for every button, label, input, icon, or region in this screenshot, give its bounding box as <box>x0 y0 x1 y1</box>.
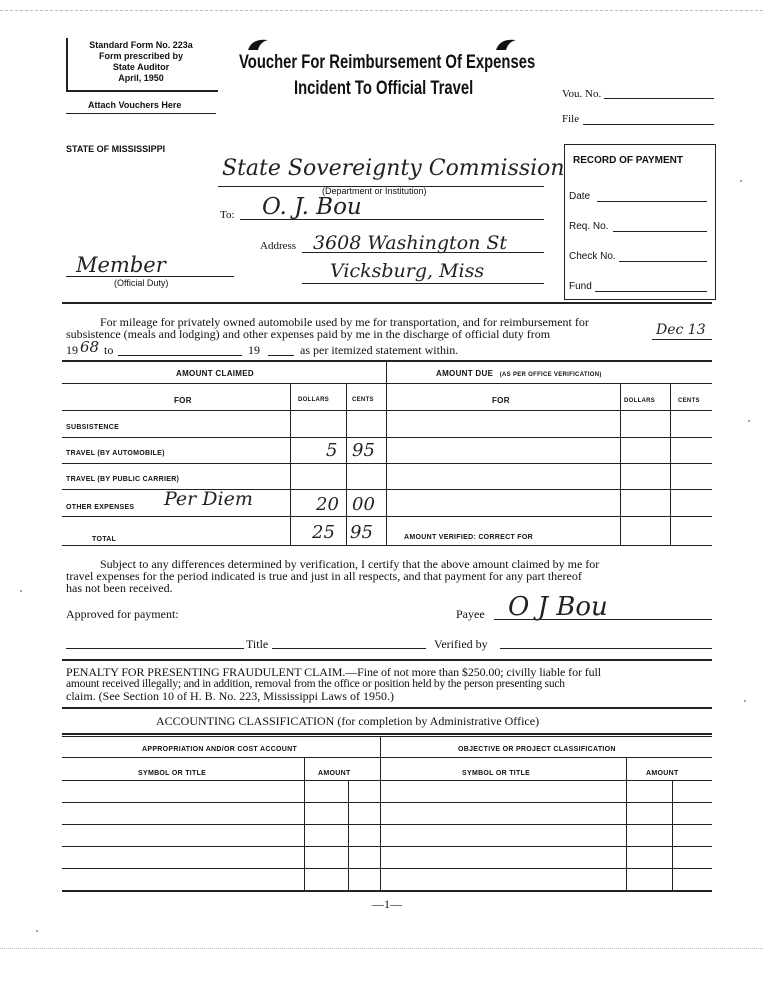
form-prescribed: Form prescribed by <box>98 51 184 61</box>
row-other-label: OTHER EXPENSES <box>66 504 135 511</box>
statement-line3: as per itemized statement within. <box>300 343 459 357</box>
to-value: O. J. Bou <box>262 194 362 220</box>
row-total-label: TOTAL <box>92 536 117 543</box>
accounting-row[interactable] <box>62 846 712 847</box>
year-prefix: 19 <box>66 343 78 357</box>
statement-line1: For mileage for privately owned automobile used by me for transportation, and for reimbursement for <box>100 315 589 329</box>
claimed-for-col: FOR <box>174 396 192 405</box>
record-of-payment-title: RECORD OF PAYMENT <box>573 155 684 166</box>
amount-claimed-header: AMOUNT CLAIMED <box>176 369 254 378</box>
record-check-field[interactable] <box>619 261 707 262</box>
address-field-1[interactable] <box>302 252 544 253</box>
penalty-line3: claim. (See Section 10 of H. B. No. 223, Mississippi Laws of 1950.) <box>66 689 394 703</box>
row-subsistence-label: SUBSISTENCE <box>66 424 120 431</box>
to-date-label: to <box>104 343 114 357</box>
other-dollars: 20 <box>316 494 339 515</box>
right-symbol-col: SYMBOL OR TITLE <box>462 770 531 777</box>
record-fund-label: Fund <box>569 281 592 292</box>
record-of-payment-box <box>564 144 716 300</box>
auto-cents: 95 <box>352 440 375 461</box>
vou-no-label: Vou. No. <box>562 88 602 100</box>
auto-dollars: 5 <box>326 440 338 461</box>
year2-field[interactable] <box>268 355 294 356</box>
claimed-dollars-col: DOLLARS <box>298 397 330 403</box>
appropriation-header: APPROPRIATION AND/OR COST ACCOUNT <box>142 746 298 753</box>
approved-label: Approved for payment: <box>66 607 179 621</box>
statement-line2: subsistence (meals and lodging) and other expenses paid by me in the discharge of official duty from <box>66 327 551 341</box>
scan-top-edge <box>0 10 763 11</box>
accounting-row[interactable] <box>62 802 712 803</box>
amount-due-title: AMOUNT DUE <box>436 369 494 378</box>
certify-line3: has not been received. <box>66 581 173 595</box>
right-amount-col: AMOUNT <box>646 770 679 777</box>
right-ornament-icon <box>494 36 520 52</box>
verified-by-field[interactable] <box>500 648 712 649</box>
address-line2: Vicksburg, Miss <box>330 260 485 282</box>
other-cents: 00 <box>352 494 375 515</box>
due-for-col: FOR <box>492 396 510 405</box>
record-fund-field[interactable] <box>595 291 707 292</box>
department-label: (Department or Institution) <box>322 186 427 196</box>
to-field[interactable] <box>240 219 544 220</box>
left-amount-col: AMOUNT <box>318 770 351 777</box>
left-ornament-icon <box>246 36 272 52</box>
address-field-2[interactable] <box>302 283 544 284</box>
attach-vouchers-note: Attach Vouchers Here <box>88 100 182 110</box>
claimed-cents-col: CENTS <box>352 397 374 403</box>
accounting-row[interactable] <box>62 824 712 825</box>
title-label: Title <box>246 637 269 651</box>
accounting-title: ACCOUNTING CLASSIFICATION (for completion by Administrative Office) <box>156 714 540 728</box>
year-value: 68 <box>80 338 100 356</box>
record-date-field[interactable] <box>597 201 707 202</box>
page-number: —1— <box>372 897 402 911</box>
address-line1: 3608 Washington St <box>313 232 508 254</box>
penalty-line2: amount received illegally; and in addition, removal from the office or position held by the person presenting such <box>66 678 565 690</box>
form-reference-box <box>66 38 218 92</box>
record-date-label: Date <box>569 191 591 202</box>
due-cents-col: CENTS <box>678 398 700 404</box>
state-label: STATE OF MISSISSIPPI <box>66 144 166 154</box>
department-value: State Sovereignty Commission <box>222 156 565 181</box>
approver-field[interactable] <box>66 648 244 649</box>
address-label: Address <box>260 240 297 252</box>
file-field[interactable] <box>583 124 714 125</box>
payee-field[interactable] <box>494 619 712 620</box>
other-expenses-note: Per Diem <box>164 488 253 510</box>
official-duty-field[interactable] <box>66 276 234 277</box>
amount-due-header <box>436 369 602 378</box>
scan-bottom-edge <box>0 948 763 949</box>
amount-verified-note: AMOUNT VERIFIED: CORRECT FOR <box>404 534 533 541</box>
payee-label: Payee <box>456 607 485 621</box>
file-label: File <box>562 113 580 125</box>
record-req-field[interactable] <box>613 231 707 232</box>
payee-signature: O J Bou <box>508 592 608 622</box>
official-duty-value: Member <box>76 253 166 277</box>
form-title-line1: Voucher For Reimbursement Of Expenses <box>239 52 536 73</box>
amount-due-note: (AS PER OFFICE VERIFICATION) <box>499 372 602 378</box>
certify-line2: travel expenses for the period indicated is true and just in all respects, and that payment for any part thereof <box>66 569 582 583</box>
certify-line1: Subject to any differences determined by verification, I certify that the above amount claimed by me for <box>100 557 600 571</box>
record-req-label: Req. No. <box>569 221 609 232</box>
title-field[interactable] <box>272 648 426 649</box>
due-dollars-col: DOLLARS <box>624 398 656 404</box>
date-to-field[interactable] <box>118 355 242 356</box>
objective-header: OBJECTIVE OR PROJECT CLASSIFICATION <box>458 746 616 753</box>
record-check-label: Check No. <box>569 251 616 262</box>
total-dollars: 25 <box>312 522 335 543</box>
year2-prefix: 19 <box>248 343 260 357</box>
date-from-field[interactable] <box>652 339 712 340</box>
to-label: To: <box>220 209 235 221</box>
left-symbol-col: SYMBOL OR TITLE <box>138 770 207 777</box>
form-title-line2: Incident To Official Travel <box>294 78 474 99</box>
verified-by-label: Verified by <box>434 637 488 651</box>
row-auto-label: TRAVEL (BY AUTOMOBILE) <box>66 450 165 457</box>
form-number: Standard Form No. 223a <box>89 40 193 50</box>
date-from-value: Dec 13 <box>656 322 706 338</box>
form-date: April, 1950 <box>118 73 164 83</box>
penalty-line1: PENALTY FOR PRESENTING FRAUDULENT CLAIM.—Fine of not more than $250.00; civilly liable for full <box>66 665 602 679</box>
row-carrier-label: TRAVEL (BY PUBLIC CARRIER) <box>66 476 180 483</box>
form-auditor: State Auditor <box>112 62 170 72</box>
total-cents: 95 <box>350 522 373 543</box>
accounting-row[interactable] <box>62 868 712 869</box>
official-duty-label: (Official Duty) <box>114 278 169 288</box>
vou-no-field[interactable] <box>604 98 714 99</box>
